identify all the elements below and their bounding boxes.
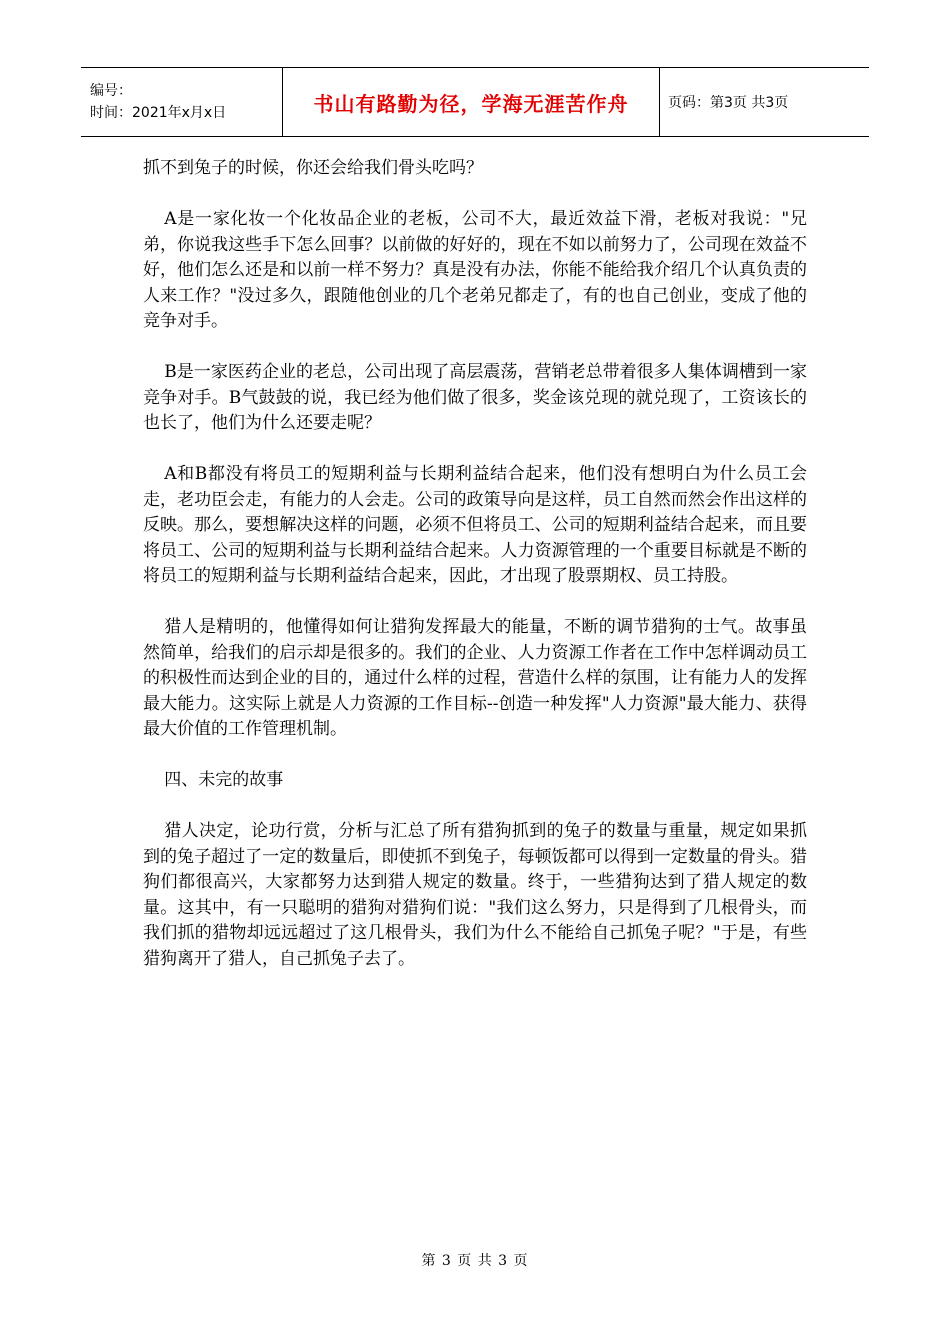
paragraph-analysis: A和B都没有将员工的短期利益与长期利益结合起来，他们没有想明白为什么员工会走，老功臣会走，有能力的人会走。公司的政策导向是这样，员工自然而然会作出这样的反映。那么，要想解决这样的问题，必须不但将员工、公司的短期利益结合起来，而且要将员工、公司的短期利益与长期利益结合起来。人力资源管理的一个重要目标就是不断的将员工的短期利益与长期利益结合起来，因此，才出现了股票期权、员工持股。 bbox=[143, 464, 807, 586]
header-page-cell bbox=[660, 68, 869, 136]
header-info bbox=[81, 68, 283, 136]
document-number-label: 编号： bbox=[90, 83, 132, 99]
header-motto-cell bbox=[283, 68, 660, 136]
section-heading: 四、未完的故事 bbox=[164, 770, 284, 790]
paragraph-company-a: A是一家化妆一个化妆品企业的老板，公司不大，最近效益下滑，老板对我说："兄弟，你说我这些手下怎么回事？以前做的好好的，现在不如以前努力了，公司现在效益不好，他们怎么还是和以前一样不努力？真是没有办法，你能不能给我介绍几个认真负责的人来工作？"没过多久，跟随他创业的几个老弟兄都走了，有的也自己创业，变成了他的竞争对手。 bbox=[143, 209, 807, 331]
header-motto: 书山有路勤为径，学海无涯苦作舟 bbox=[313, 91, 629, 116]
page-header bbox=[81, 67, 869, 137]
document-body bbox=[143, 156, 807, 998]
paragraph-unfinished-story: 猎人决定，论功行赏，分析与汇总了所有猎狗抓到的兔子的数量与重量，规定如果抓到的兔子超过了一定的数量后，即使抓不到兔子，每顿饭都可以得到一定数量的骨头。猎狗们都很高兴，大家都努力达到猎人规定的数量。终于，一些猎狗达到了猎人规定的数量。这其中，有一只聪明的猎狗对猎狗们说："我们这么努力，只是得到了几根骨头，而我们抓的猎物却远远超过了这几根骨头，我们为什么不能给自己抓兔子呢？"于是，有些猎狗离开了猎人，自己抓兔子去了。 bbox=[143, 821, 807, 969]
paragraph-company-b: B是一家医药企业的老总，公司出现了高层震荡，营销老总带着很多人集体调槽到一家竞争对手。B气鼓鼓的说，我已经为他们做了很多，奖金该兑现的就兑现了，工资该长的也长了，他们为什么还要走呢？ bbox=[143, 362, 807, 433]
page-footer: 第 3 页 共 3 页 bbox=[421, 1253, 529, 1269]
paragraph-continuation: 抓不到兔子的时候，你还会给我们骨头吃吗？ bbox=[143, 158, 483, 178]
header-page-number: 页码：第3页 共3页 bbox=[668, 95, 789, 111]
document-date-label: 时间：2021年x月x日 bbox=[90, 105, 227, 121]
paragraph-hunter-lesson: 猎人是精明的，他懂得如何让猎狗发挥最大的能量，不断的调节猎狗的士气。故事虽然简单，给我们的启示却是很多的。我们的企业、人力资源工作者在工作中怎样调动员工的积极性而达到企业的目的，通过什么样的过程，营造什么样的氛围，让有能力人的发挥最大能力。这实际上就是人力资源的工作目标--创造一种发挥"人力资源"最大能力、获得最大价值的工作管理机制。 bbox=[143, 617, 807, 739]
